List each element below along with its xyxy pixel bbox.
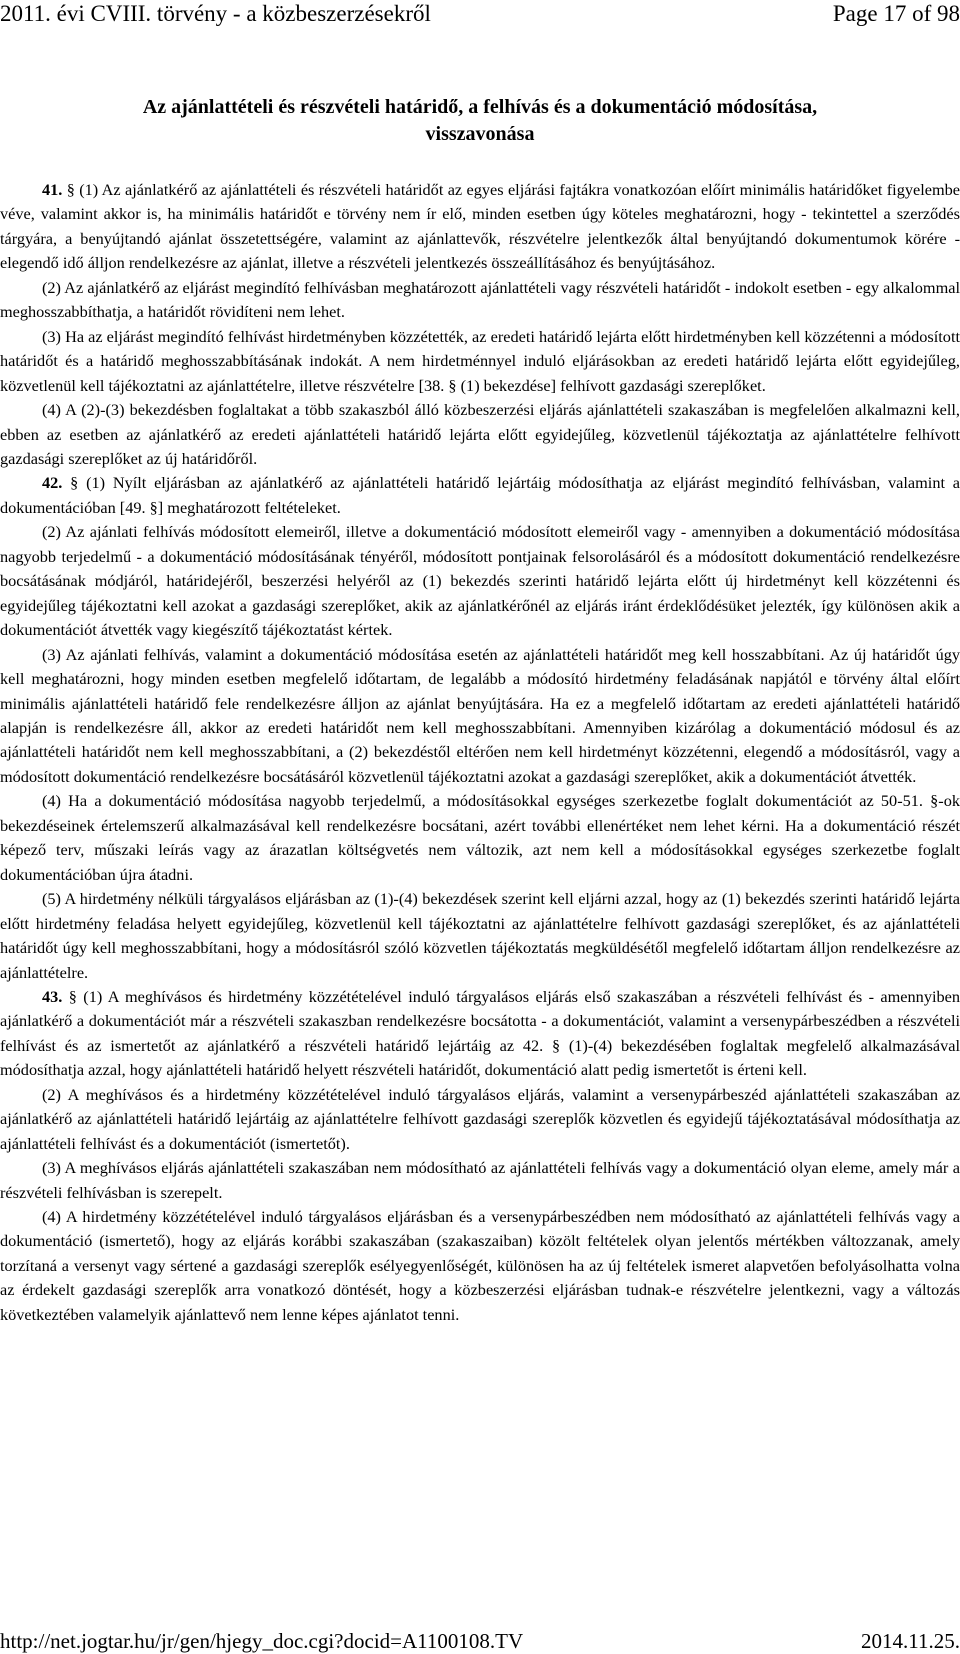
section-heading-line-1: Az ajánlattételi és részvételi határidő, a felhívás és a dokumentáció módosítása, [142,96,818,118]
paragraph-text: § (1) Az ajánlatkérő az ajánlattételi és részvételi határidőt az egyes eljárási fajtákra vonatkozóan előírt minimális határidőket figyelembe véve, valamint akkor is, ha minimális határidőt e törvény nem ír elő, minden esetben úgy köteles meghatározni, hogy - tekintettel a szerződés tárgyára, a benyújtandó ajánlat összetettségére, valamint az ajánlattevők, részvételre jelentkezők által benyújtandó dokumentumok körére - elegendő idő álljon rendelkezésre az ajánlat, illetve a részvételi jelentkezés összeállításához és benyújtásához. [0,180,960,273]
paragraph-41-1 [0,178,960,276]
paragraph-43-4: (4) A hirdetmény közzétételével induló tárgyalásos eljárásban és a versenypárbeszédben nem módosítható az ajánlattételi felhívás vagy a dokumentáció (ismertető), hogy az eljárás korábbi szakaszában (szakaszaiban) közölt feltételek olyan jelentős mértékben változzanak, amely torzítaná a versenyt vagy sértené a gazdasági szereplők esélyegyenlőségét, különösen ha az új feltételek ismeret alapvetően befolyásolhatta volna az érdekelt gazdasági szereplők arra vonatkozó döntését, hogy a közbeszerzési eljárásban tudnak-e részvételre jelentkezni, vagy a változás következtében valamelyik ajánlattevő nem lenne képes ajánlatot tenni. [0,1207,960,1324]
paragraph-text: § (1) Nyílt eljárásban az ajánlatkérő az ajánlattételi határidő lejártáig módosíthatja az eljárást megindító felhívásban, valamint a dokumentációban [49. §] meghatározott feltételeket. [0,473,960,517]
paragraph-42-2: (2) Az ajánlati felhívás módosított elemeiről, illetve a dokumentáció módosított elemeiről vagy - amennyiben a dokumentáció módosítása nagyobb terjedelmű - a dokumentáció módosításának tényéről, módosított pontjainak felsorolásáról és a módosított dokumentáció rendelkezésre bocsátásának módjáról, határidejéről, beszerzési helyéről az (1) bekezdés szerinti határidő lejárta előtt új hirdetményt kell közzétenni és egyidejűleg tájékoztatni kell azokat a gazdasági szereplőket, akik az ajánlatkérőnél az eljárás iránt érdeklődésüket jelezték, így különösen akik a dokumentációt átvették vagy kiegészítő tájékoztatást kértek. [0,522,960,640]
page-indicator: Page 17 of 98 [832,1,960,26]
paragraph-43-2: (2) A meghívásos és a hirdetmény közzétételével induló tárgyalásos eljárás, valamint a versenypárbeszéd ajánlattételi szakaszában az ajánlatkérő az ajánlattételi határidő lejártáig az ajánlattételre felhívott gazdasági szereplők közvetlen és egyidejű tájékoztatásával módosíthatja az ajánlattételi felhívást és a dokumentációt (ismertetőt). [0,1084,960,1153]
section-number: 41. [42,180,63,199]
paragraph-41-2: (2) Az ajánlatkérő az eljárást megindító felhívásban meghatározott ajánlattételi vagy részvételi határidőt - indokolt esetben - egy alkalommal meghosszabbíthatja, a határidőt rövidíteni nem lehet. [0,277,960,322]
paragraph-43-1 [0,985,960,1083]
law-title: 2011. évi CVIII. törvény - a közbeszerzésekről [0,1,431,26]
print-date: 2014.11.25. [861,1629,960,1653]
paragraph-41-4: (4) A (2)-(3) bekezdésben foglaltakat a több szakaszból álló közbeszerzési eljárás ajánlattételi szakaszában is megfelelően alkalmazni kell, ebben az esetben az ajánlatkérő az eredeti ajánlattételi határidő lejárta előtt egyidejűleg, közvetlenül tájékoztatja az ajánlattételre felhívott gazdasági szereplőket az új határidőről. [0,400,960,468]
document-body [0,94,960,1327]
paragraph-41-3: (3) Ha az eljárást megindító felhívást hirdetményben közzétették, az eredeti határidő lejárta előtt hirdetményben kell közzétenni a módosított határidőt és a határidő meghosszabbításának indokát. A nem hirdetménnyel induló eljárásokban az eredeti határidő lejárta előtt egyidejűleg, közvetlenül kell tájékoztatni az ajánlattételre, illetve részvételre [38. § (1) bekezdése] felhívott gazdasági szereplőket. [0,326,960,395]
section-number: 42. [42,473,63,493]
paragraph-42-3: (3) Az ajánlati felhívás, valamint a dokumentáció módosítása esetén az ajánlattételi határidőt meg kell hosszabbítani. Az új határidőt úgy kell meghatározni, hogy minden esetben megfelelő időtartam, de legalább a módosító hirdetmény feladásának napjától e törvény által előírt minimális ajánlattételi határidő fele rendelkezésre álljon az ajánlat benyújtására. Ha ez a megfelelő időtartam az eredeti ajánlattételi határidő alapján is rendelkezésre áll, akkor az eredeti határidőt nem kell meghosszabbítani. Amennyiben kizárólag a dokumentáció módosul és az ajánlattételi határidőt nem kell meghosszabbítani, a (2) bekezdéstől eltérően nem kell hirdetményt közzétenni, elegendő a módosításról, vagy a módosított dokumentáció rendelkezésre bocsátásáról közvetlenül tájékoztatni azokat a gazdasági szereplőket, akik a dokumentációt átvették. [0,644,960,786]
paragraph-42-5: (5) A hirdetmény nélküli tárgyalásos eljárásban az (1)-(4) bekezdések szerint kell eljárni azzal, hogy az (1) bekezdés szerinti határidő lejárta előtt hirdetmény feladása helyett egyidejűleg, közvetlenül kell tájékoztatni az ajánlattételre felhívott gazdasági szereplőket, és az ajánlattételi határidőt úgy kell meghosszabbítani, hogy a módosításról szóló közvetlen tájékoztatás megküldésétől megfelelő időtartam álljon rendelkezésre az ajánlattételre. [0,889,960,982]
section-number: 43. [42,986,63,1006]
section-heading [0,94,960,148]
paragraph-43-3: (3) A meghívásos eljárás ajánlattételi szakaszában nem módosítható az ajánlattételi felhívás vagy a dokumentáció olyan eleme, amely már a részvételi felhívásban is szerepelt. [0,1158,960,1202]
paragraph-42-4: (4) Ha a dokumentáció módosítása nagyobb terjedelmű, a módosításokkal egységes szerkezetbe foglalt dokumentációt az 50-51. §-ok bekezdéseinek értelemszerű alkalmazásával kell rendelkezésre bocsátani, azért további ellenértéket nem lehet kérni. Ha a dokumentáció részét képező terv, műszaki leírás vagy az árazatlan költségvetés nem változik, azt nem kell a módosításokkal egységes szerkezetbe foglalt dokumentációban újra átadni. [0,791,960,884]
source-url: http://net.jogtar.hu/jr/gen/hjegy_doc.cgi?docid=A1100108.TV [0,1629,524,1653]
page-header [0,0,960,34]
paragraph-42-1 [0,471,960,520]
paragraph-text: § (1) A meghívásos és hirdetmény közzétételével induló tárgyalásos eljárás első szakaszában a részvételi felhívást és - amennyiben ajánlatkérő a dokumentációt már a részvételi szakaszban rendelkezésre bocsátotta - a dokumentációt, valamint a versenypárbeszédben a részvételi felhívást és az ismertetőt az ajánlatkérő a részvételi határidő lejártáig az 42. § (1)-(4) bekezdésében foglaltak megfelelő alkalmazásával módosíthatja azzal, hogy ajánlattételi határidő helyett részvételi határidőt, dokumentáció alatt pedig ismertetőt is érteni kell. [0,986,960,1080]
section-heading-line-2: visszavonása [425,123,535,145]
page-footer [0,1624,960,1654]
